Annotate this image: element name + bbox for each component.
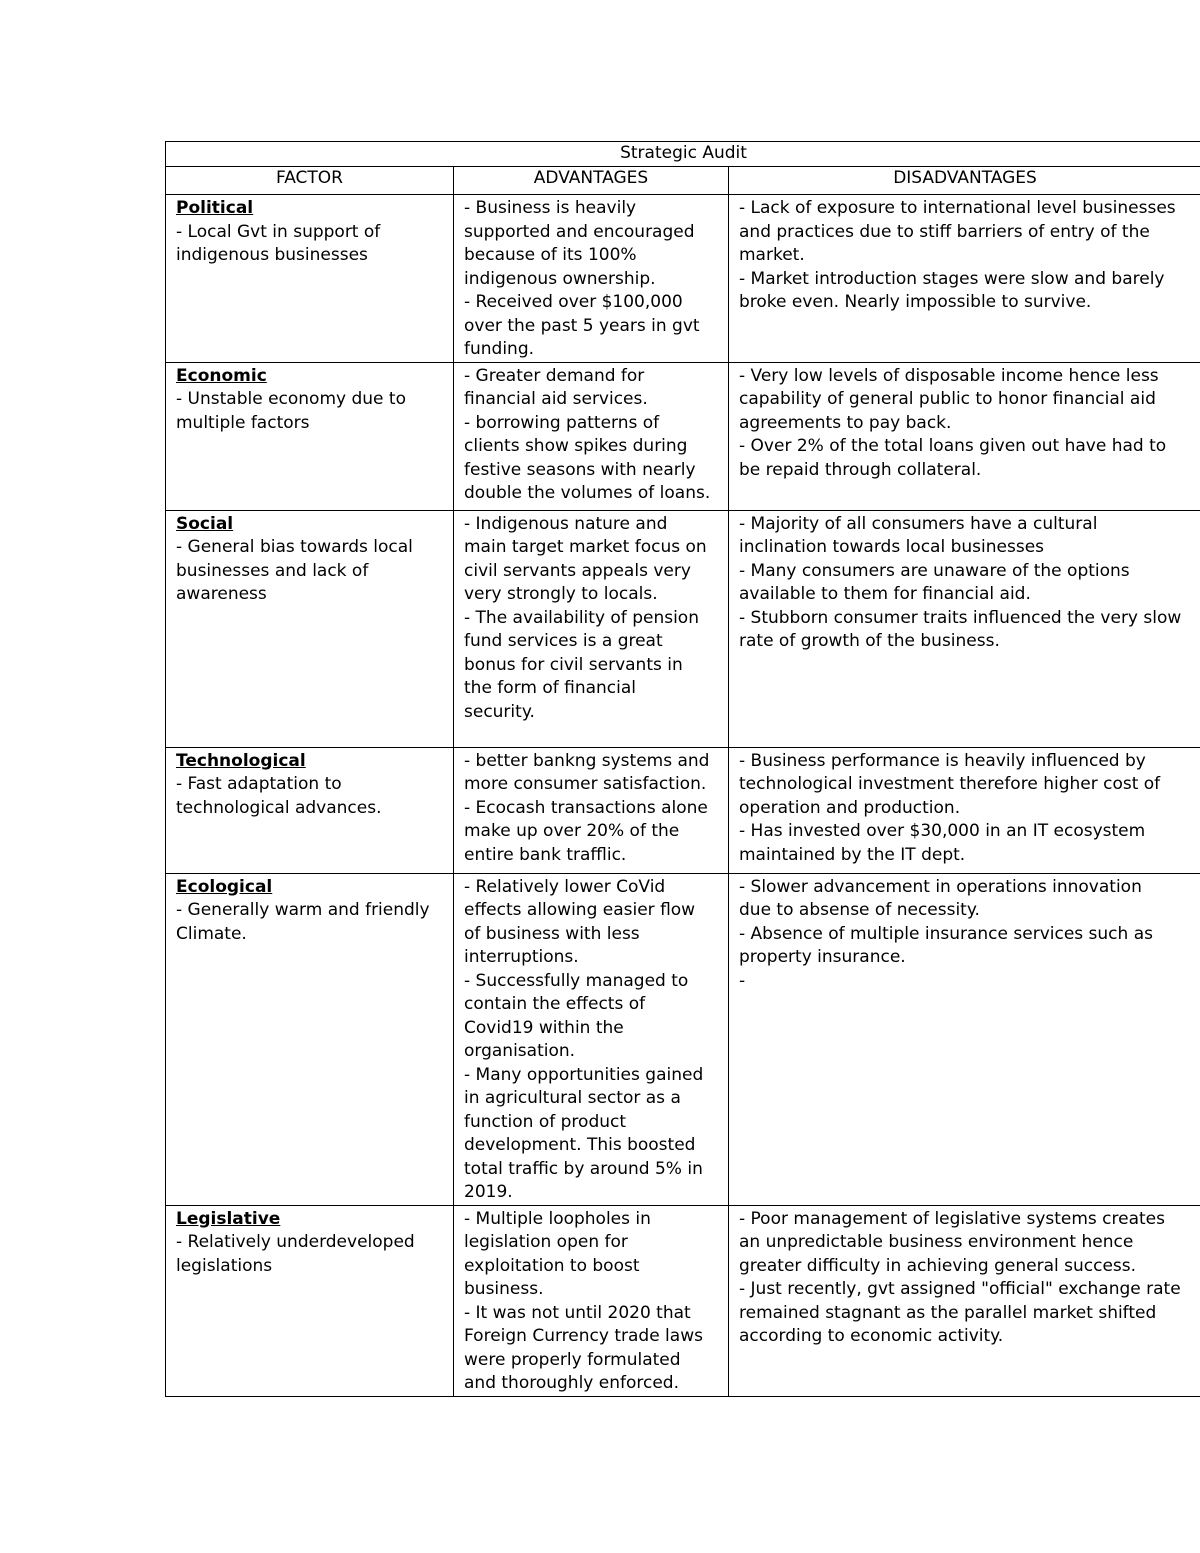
- disadvantages-cell: [729, 362, 1200, 510]
- factor-description-line: - Generally warm and friendly: [176, 900, 430, 920]
- table-row: [166, 362, 1200, 510]
- disadvantage-line: - Market introduction stages were slow and barely: [739, 268, 1165, 289]
- advantage-line: contain the effects of: [464, 994, 646, 1014]
- disadvantage-line: -: [739, 970, 746, 991]
- advantage-line: the form of financial: [464, 678, 637, 698]
- factor-description-line: Climate.: [176, 923, 247, 944]
- advantage-line: - The availability of pension: [464, 607, 699, 628]
- advantage-line: festive seasons with nearly: [464, 459, 696, 480]
- factor-description-line: - General bias towards local: [176, 537, 413, 557]
- header-advantages: ADVANTAGES: [454, 167, 729, 195]
- advantage-line: interruptions.: [464, 947, 579, 967]
- disadvantages-cell: [729, 1205, 1200, 1396]
- advantage-line: and thoroughly enforced.: [464, 1373, 680, 1393]
- advantage-line: - Business is heavily: [464, 198, 637, 218]
- disadvantage-line: broke even. Nearly impossible to survive.: [739, 292, 1092, 312]
- advantage-line: entire bank trafflic.: [464, 844, 627, 865]
- table-row: [166, 873, 1200, 1205]
- disadvantage-line: - Majority of all consumers have a cultural: [739, 513, 1098, 534]
- disadvantage-line: - Absence of multiple insurance services such as: [739, 923, 1153, 944]
- advantage-line: make up over 20% of the: [464, 821, 680, 841]
- disadvantage-line: market.: [739, 245, 805, 265]
- factor-description-line: multiple factors: [176, 412, 310, 433]
- disadvantage-line: - Business performance is heavily influenced by: [739, 750, 1146, 771]
- advantage-line: development. This boosted: [464, 1135, 696, 1155]
- advantage-line: more consumer satisfaction.: [464, 774, 707, 794]
- factor-name: Technological: [176, 750, 306, 771]
- factor-cell: [166, 510, 454, 747]
- disadvantage-line: - Just recently, gvt assigned "official" exchange rate: [739, 1279, 1181, 1299]
- factor-description-line: legislations: [176, 1255, 273, 1276]
- advantage-line: civil servants appeals very: [464, 560, 691, 581]
- factor-name: Social: [176, 513, 234, 534]
- factor-description-line: - Relatively underdeveloped: [176, 1232, 415, 1252]
- advantage-line: - better bankng systems and: [464, 750, 710, 771]
- advantage-line: business.: [464, 1279, 544, 1299]
- disadvantage-line: remained stagnant as the parallel market shifted: [739, 1302, 1157, 1323]
- advantages-cell: [454, 1205, 729, 1396]
- disadvantage-line: - Very low levels of disposable income hence less: [739, 365, 1159, 386]
- factor-description-line: - Unstable economy due to: [176, 389, 406, 409]
- advantage-line: total traffic by around 5% in: [464, 1158, 703, 1179]
- advantage-line: - Successfully managed to: [464, 970, 689, 991]
- disadvantage-line: agreements to pay back.: [739, 412, 952, 433]
- factor-description-line: indigenous businesses: [176, 245, 368, 265]
- disadvantage-line: technological investment therefore higher cost of: [739, 774, 1161, 794]
- disadvantage-line: property insurance.: [739, 947, 906, 967]
- advantages-cell: [454, 510, 729, 747]
- table-row: [166, 1205, 1200, 1396]
- factor-description-line: - Local Gvt in support of: [176, 221, 381, 242]
- disadvantages-cell: [729, 873, 1200, 1205]
- disadvantage-line: according to economic activity.: [739, 1326, 1004, 1346]
- disadvantages-cell: [729, 510, 1200, 747]
- disadvantage-line: operation and production.: [739, 797, 961, 818]
- disadvantage-line: available to them for financial aid.: [739, 584, 1031, 604]
- title-row: [166, 142, 1200, 167]
- advantage-line: - Many opportunities gained: [464, 1064, 704, 1085]
- advantage-line: - Indigenous nature and: [464, 513, 668, 534]
- advantages-cell: [454, 362, 729, 510]
- advantage-line: in agricultural sector as a: [464, 1088, 681, 1108]
- advantage-line: exploitation to boost: [464, 1255, 640, 1276]
- disadvantage-line: rate of growth of the business.: [739, 631, 1000, 651]
- advantage-line: security.: [464, 701, 535, 722]
- advantage-line: - Multiple loopholes in: [464, 1208, 651, 1229]
- factor-name: Economic: [176, 365, 267, 386]
- disadvantage-line: - Many consumers are unaware of the options: [739, 560, 1130, 581]
- disadvantage-line: due to absense of necessity.: [739, 900, 980, 920]
- factor-cell: [166, 362, 454, 510]
- header-factor: FACTOR: [166, 167, 454, 195]
- disadvantage-line: maintained by the IT dept.: [739, 844, 966, 865]
- table-row: [166, 510, 1200, 747]
- disadvantage-line: - Stubborn consumer traits influenced the very slow: [739, 607, 1182, 628]
- advantage-line: very strongly to locals.: [464, 584, 658, 604]
- disadvantage-line: greater difficulty in achieving general success.: [739, 1255, 1137, 1276]
- disadvantage-line: - Over 2% of the total loans given out have had to: [739, 436, 1167, 456]
- advantage-line: - Received over $100,000: [464, 292, 683, 312]
- advantage-line: of business with less: [464, 923, 640, 944]
- factor-description-line: businesses and lack of: [176, 560, 369, 581]
- advantage-line: - Relatively lower CoVid: [464, 876, 666, 897]
- advantage-line: were properly formulated: [464, 1349, 681, 1370]
- advantage-line: legislation open for: [464, 1232, 628, 1252]
- advantage-line: funding.: [464, 339, 535, 359]
- disadvantage-line: be repaid through collateral.: [739, 459, 982, 480]
- advantages-cell: [454, 873, 729, 1205]
- advantage-line: - borrowing patterns of: [464, 412, 660, 433]
- factor-description-line: awareness: [176, 584, 267, 604]
- advantage-line: bonus for civil servants in: [464, 654, 683, 675]
- disadvantage-line: and practices due to stiff barriers of entry of the: [739, 221, 1150, 242]
- advantage-line: double the volumes of loans.: [464, 483, 711, 503]
- factor-cell: [166, 1205, 454, 1396]
- advantage-line: - Greater demand for: [464, 365, 645, 386]
- factor-cell: [166, 873, 454, 1205]
- disadvantage-line: - Lack of exposure to international level businesses: [739, 198, 1176, 218]
- table-row: [166, 195, 1200, 363]
- advantage-line: effects allowing easier flow: [464, 900, 696, 920]
- factor-cell: [166, 195, 454, 363]
- disadvantage-line: - Has invested over $30,000 in an IT ecosystem: [739, 821, 1146, 841]
- advantage-line: supported and encouraged: [464, 221, 695, 242]
- strategic-audit-table: [165, 141, 1200, 1397]
- disadvantage-line: - Poor management of legislative systems creates: [739, 1208, 1165, 1229]
- advantage-line: Foreign Currency trade laws: [464, 1326, 703, 1346]
- factor-name: Legislative: [176, 1208, 281, 1229]
- disadvantage-line: capability of general public to honor financial aid: [739, 389, 1156, 409]
- advantage-line: over the past 5 years in gvt: [464, 315, 700, 336]
- factor-description-line: technological advances.: [176, 797, 382, 818]
- factor-name: Ecological: [176, 876, 273, 897]
- advantage-line: function of product: [464, 1111, 627, 1132]
- advantage-line: - It was not until 2020 that: [464, 1302, 691, 1323]
- advantage-line: main target market focus on: [464, 537, 707, 557]
- table-row: [166, 747, 1200, 873]
- disadvantage-line: inclination towards local businesses: [739, 537, 1045, 557]
- disadvantages-cell: [729, 195, 1200, 363]
- disadvantages-cell: [729, 747, 1200, 873]
- advantage-line: indigenous ownership.: [464, 268, 656, 289]
- factor-name: Political: [176, 198, 254, 218]
- advantage-line: organisation.: [464, 1041, 576, 1061]
- header-row: [166, 167, 1200, 195]
- advantage-line: clients show spikes during: [464, 436, 688, 456]
- advantage-line: 2019.: [464, 1182, 513, 1202]
- advantage-line: - Ecocash transactions alone: [464, 797, 708, 818]
- factor-description-line: - Fast adaptation to: [176, 774, 342, 794]
- disadvantage-line: an unpredictable business environment hence: [739, 1232, 1134, 1252]
- header-disadvantages: DISADVANTAGES: [729, 167, 1200, 195]
- disadvantage-line: - Slower advancement in operations innovation: [739, 876, 1142, 897]
- advantage-line: financial aid services.: [464, 389, 648, 409]
- advantage-line: because of its 100%: [464, 245, 637, 265]
- advantage-line: fund services is a great: [464, 631, 663, 651]
- advantages-cell: [454, 195, 729, 363]
- factor-cell: [166, 747, 454, 873]
- advantages-cell: [454, 747, 729, 873]
- table-title: Strategic Audit: [166, 142, 1200, 167]
- advantage-line: Covid19 within the: [464, 1017, 624, 1038]
